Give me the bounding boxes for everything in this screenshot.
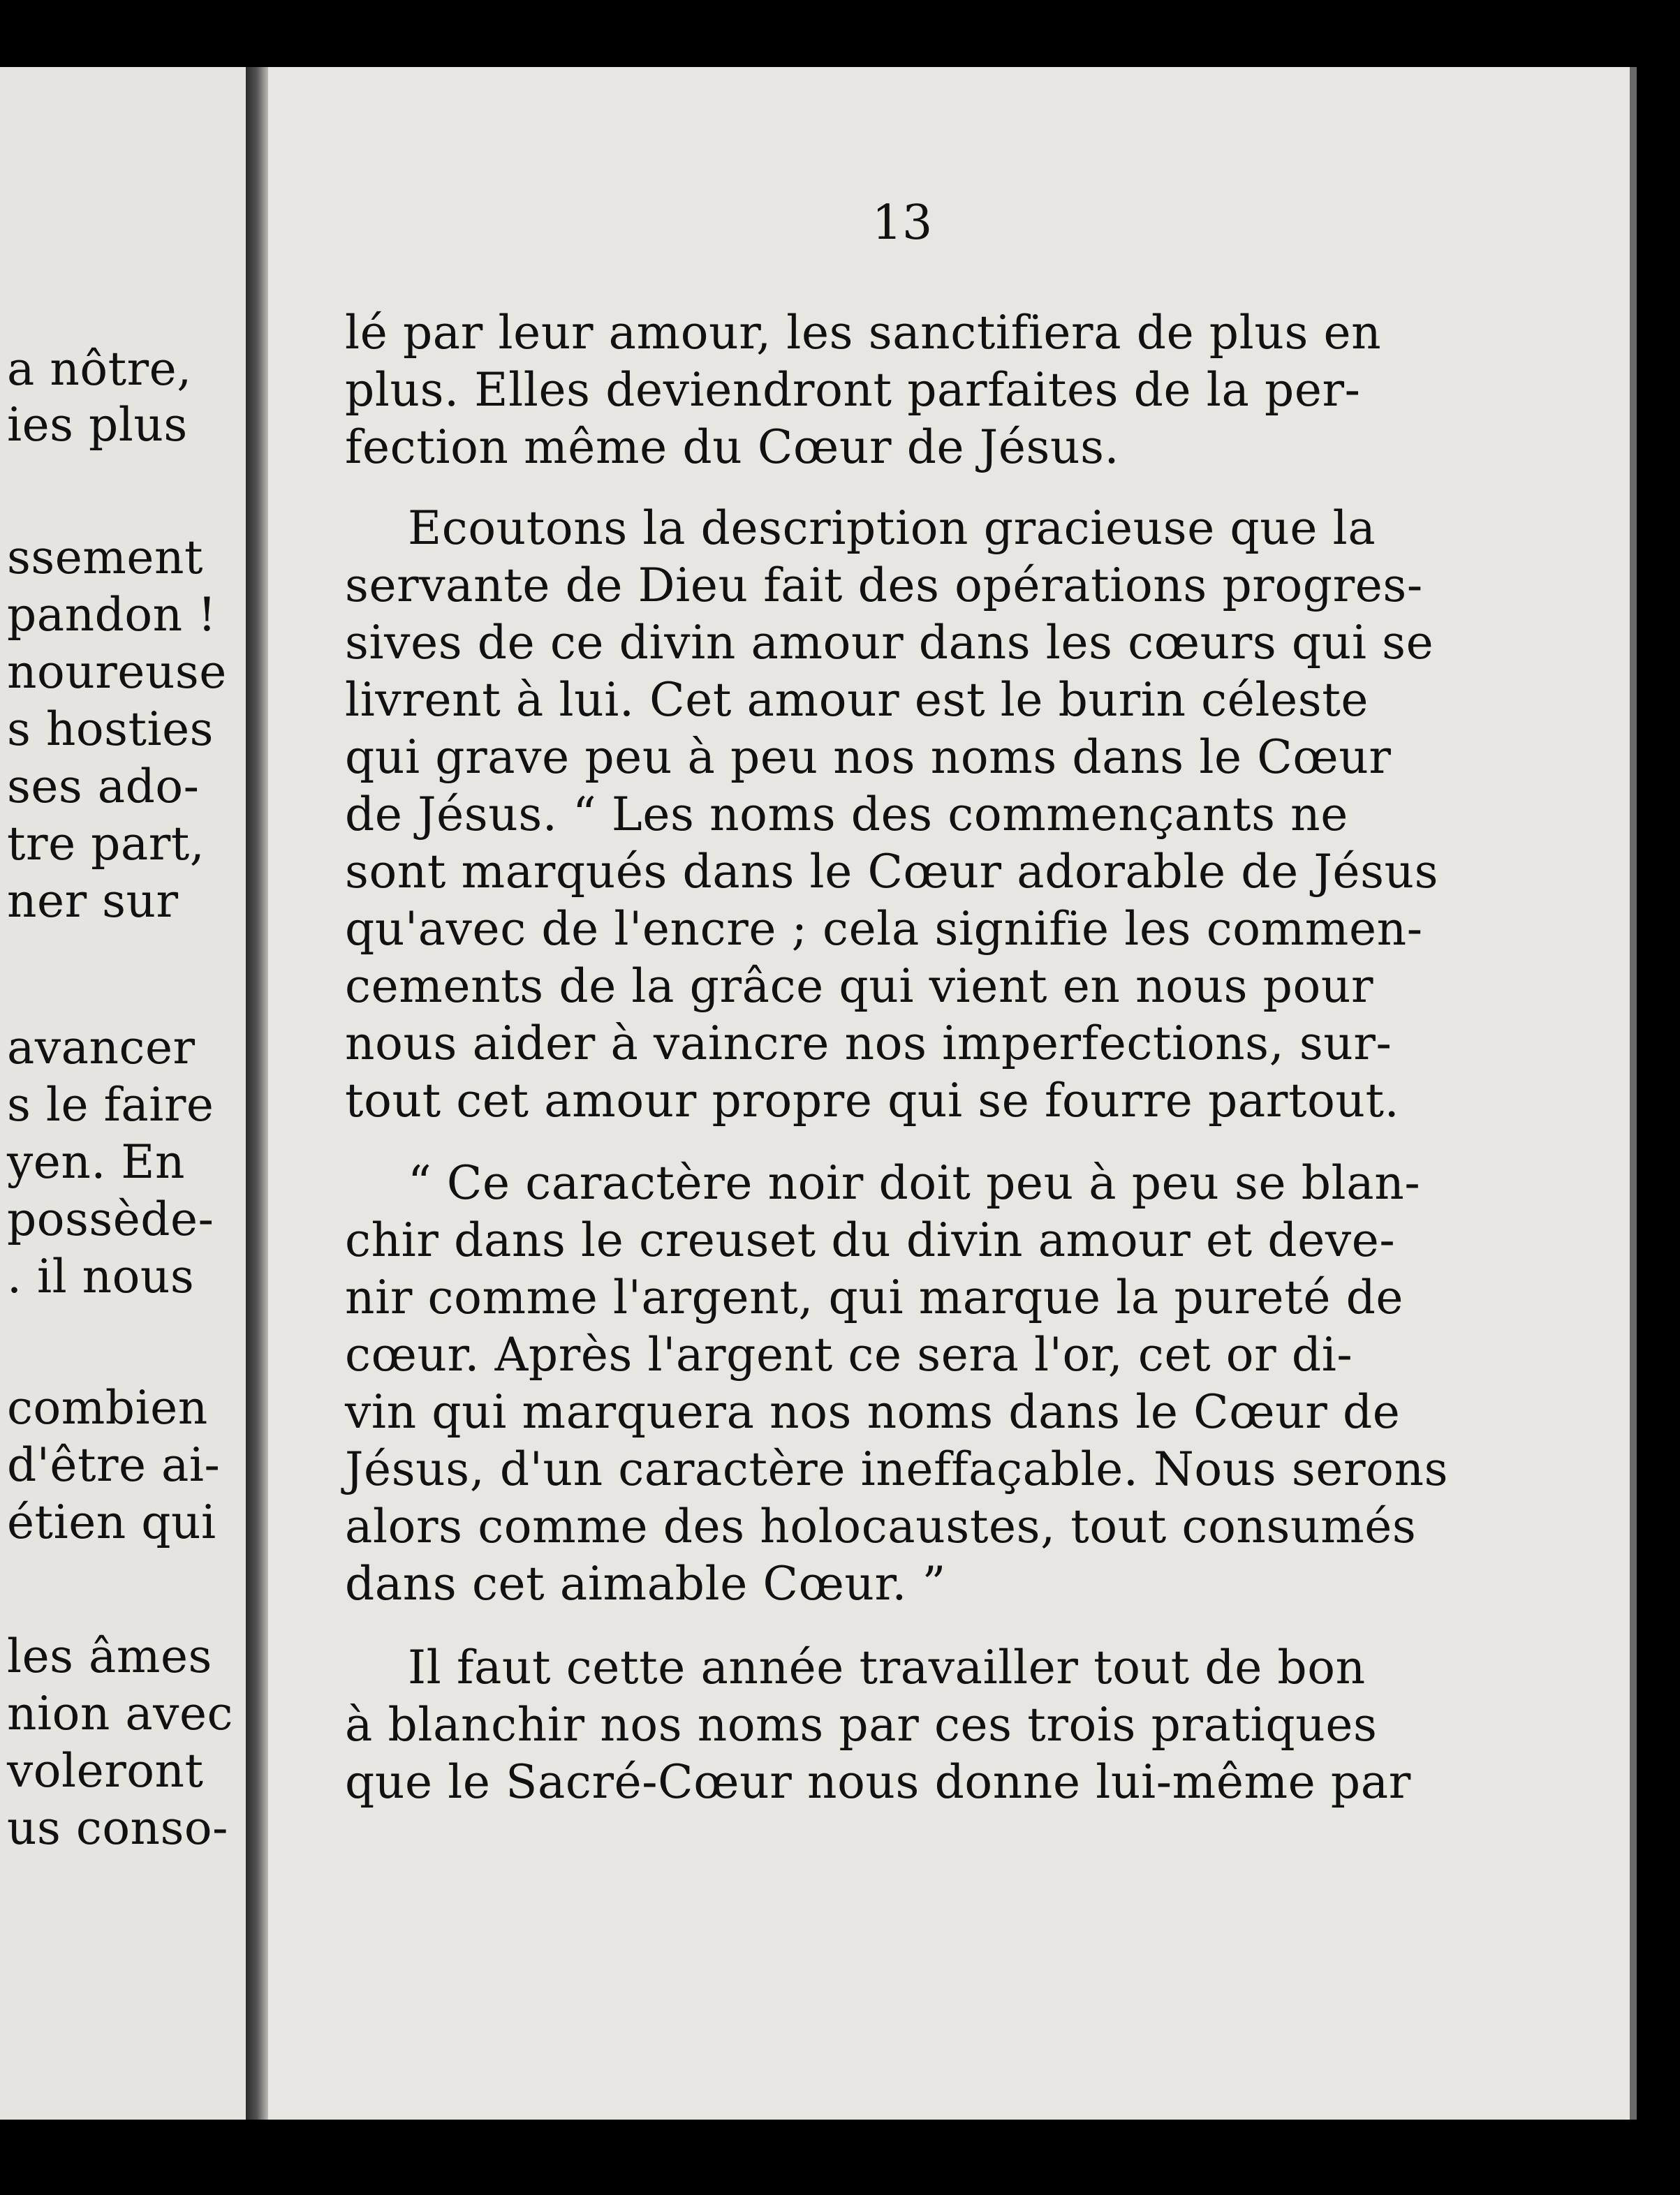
left-page-line: us conso- [7, 1801, 228, 1855]
left-page-line: a nôtre, [7, 342, 192, 396]
text-line: qu'avec de l'encre ; cela signifie les commen- [345, 902, 1423, 956]
left-page-line: d'être ai- [7, 1438, 221, 1492]
text-line: dans cet aimable Cœur. ” [345, 1557, 946, 1611]
left-page-line: ses ado- [7, 760, 200, 813]
left-page-line: ies plus [7, 398, 188, 452]
text-line: alors comme des holocaustes, tout consumés [345, 1500, 1417, 1553]
left-page-line: yen. En [7, 1135, 185, 1189]
text-line: qui grave peu à peu nos noms dans le Cœur [345, 730, 1392, 784]
page-number: 13 [871, 195, 933, 251]
page-edge [1630, 67, 1637, 2120]
right-page [268, 67, 1630, 2120]
text-line: cements de la grâce qui vient en nous pour [345, 959, 1374, 1013]
left-page-line: ssement [7, 531, 203, 584]
text-line: sives de ce divin amour dans les cœurs qui se [345, 616, 1434, 670]
left-page-line: . il nous [7, 1250, 195, 1303]
left-page-line: ner sur [7, 874, 179, 928]
text-line: “ Ce caractère noir doit peu à peu se blan- [408, 1156, 1421, 1210]
text-line: nous aider à vaincre nos imperfections, sur- [345, 1017, 1392, 1070]
text-line: sont marqués dans le Cœur adorable de Jésus [345, 845, 1439, 899]
text-line: plus. Elles deviendront parfaites de la per- [345, 363, 1361, 417]
text-line: que le Sacré-Cœur nous donne lui-même par [345, 1755, 1411, 1809]
left-page-line: les âmes [7, 1629, 212, 1683]
text-line: cœur. Après l'argent ce sera l'or, cet or di- [345, 1328, 1353, 1382]
text-line: livrent à lui. Cet amour est le burin céleste [345, 673, 1369, 727]
left-page-line: pandon ! [7, 588, 217, 642]
text-line: Jésus, d'un caractère ineffaçable. Nous serons [345, 1442, 1449, 1496]
left-page-line: tre part, [7, 817, 205, 871]
left-page [0, 67, 246, 2120]
left-page-line: avancer [7, 1021, 196, 1074]
text-line: à blanchir nos noms par ces trois pratiques [345, 1698, 1378, 1752]
left-page-line: possède- [7, 1192, 214, 1246]
text-line: tout cet amour propre qui se fourre partout. [345, 1074, 1400, 1128]
left-page-line: nion avec [7, 1687, 233, 1741]
text-line: Ecoutons la description gracieuse que la [408, 501, 1376, 555]
book-gutter [246, 67, 268, 2120]
left-page-line: étien qui [7, 1495, 216, 1549]
text-line: Il faut cette année travailler tout de bon [408, 1641, 1366, 1694]
text-line: vin qui marquera nos noms dans le Cœur de [345, 1385, 1401, 1439]
text-line: fection même du Cœur de Jésus. [345, 420, 1120, 474]
left-page-line: voleront [7, 1744, 204, 1798]
text-line: chir dans le creuset du divin amour et deve- [345, 1213, 1396, 1267]
text-line: de Jésus. “ Les noms des commençants ne [345, 788, 1348, 841]
text-line: nir comme l'argent, qui marque la pureté de [345, 1271, 1404, 1324]
left-page-line: combien [7, 1381, 208, 1435]
left-page-line: s hosties [7, 702, 214, 756]
left-page-line: s le faire [7, 1078, 214, 1132]
text-line: lé par leur amour, les sanctifiera de plus en [345, 306, 1382, 360]
text-line: servante de Dieu fait des opérations progres- [345, 559, 1423, 612]
left-page-line: noureuse [7, 645, 227, 699]
